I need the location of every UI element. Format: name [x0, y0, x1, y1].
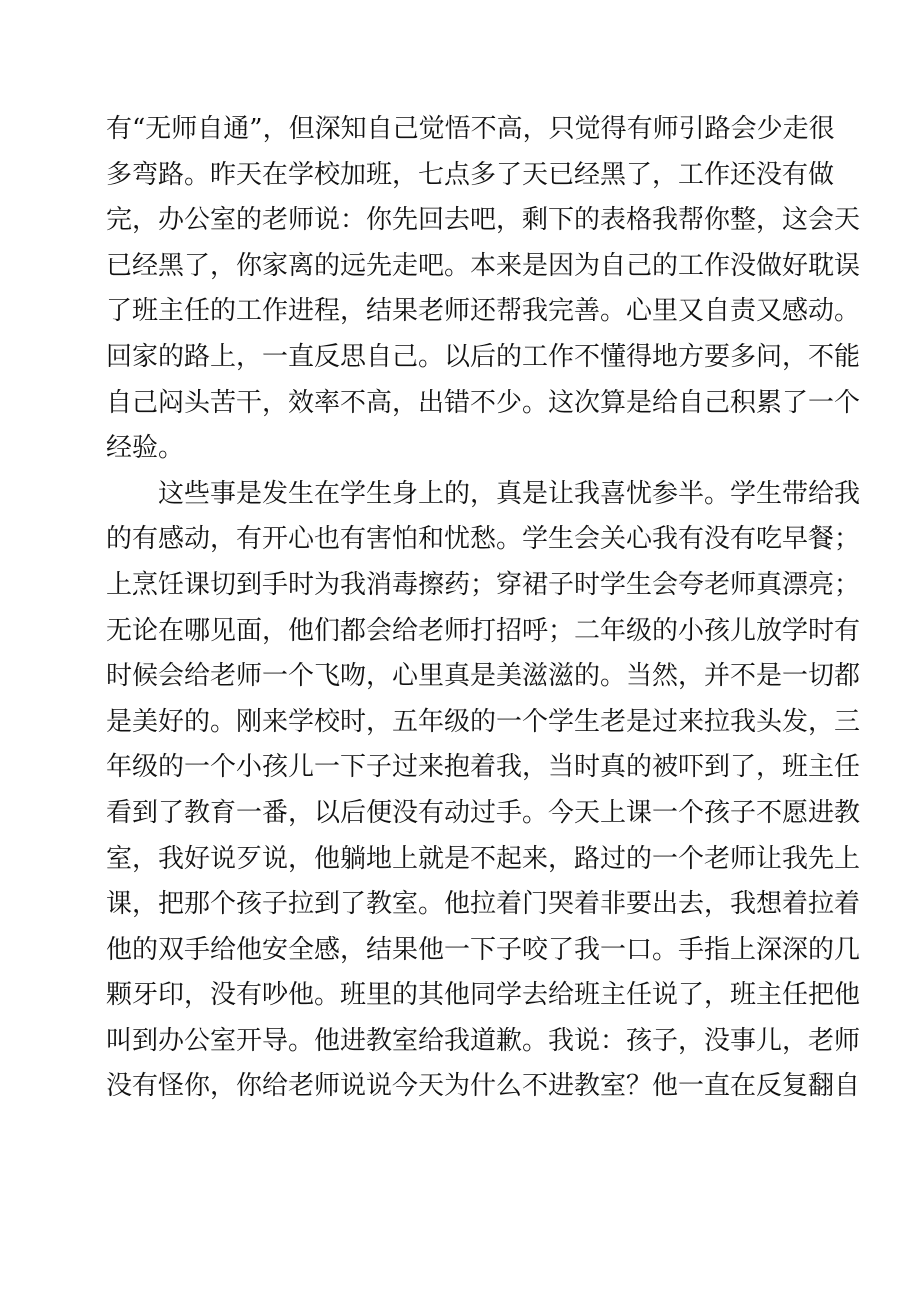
text-line: 无论在哪见面，他们都会给老师打招呼；二年级的小孩儿放学时有	[106, 615, 861, 646]
text-line: 有“无师自通”，但深知自己觉悟不高，只觉得有师引路会少走很	[106, 114, 835, 144]
text-line: 了班主任的工作进程，结果老师还帮我完善。心里又自责又感动。	[106, 296, 861, 327]
text-line: 完，办公室的老师说：你先回去吧，剩下的表格我帮你整，这会天	[106, 205, 861, 236]
text-line: 叫到办公室开导。他进教室给我道歉。我说：孩子，没事儿，老师	[106, 1025, 861, 1056]
text-line: 他的双手给他安全感，结果他一下子咬了我一口。手指上深深的几	[106, 934, 861, 965]
document-body	[106, 107, 861, 1110]
text-line: 看到了教育一番，以后便没有动过手。今天上课一个孩子不愿进教	[106, 797, 861, 828]
text-line: 课，把那个孩子拉到了教室。他拉着门哭着非要出去，我想着拉着	[106, 889, 861, 920]
paragraph-start-line: 这些事是发生在学生身上的，真是让我喜忧参半。学生带给我	[158, 478, 861, 509]
text-line: 多弯路。昨天在学校加班，七点多了天已经黑了，工作还没有做	[106, 159, 835, 190]
text-line: 时候会给老师一个飞吻，心里真是美滋滋的。当然，并不是一切都	[106, 661, 861, 692]
text-line: 的有感动，有开心也有害怕和忧愁。学生会关心我有没有吃早餐；	[106, 524, 861, 555]
text-line: 颗牙印，没有吵他。班里的其他同学去给班主任说了，班主任把他	[106, 980, 861, 1011]
text-line: 自己闷头苦干，效率不高，出错不少。这次算是给自己积累了一个	[106, 387, 861, 418]
text-line: 已经黑了，你家离的远先走吧。本来是因为自己的工作没做好耽误	[106, 250, 861, 281]
text-line: 是美好的。刚来学校时，五年级的一个学生老是过来拉我头发，三	[106, 706, 861, 737]
text-line: 回家的路上，一直反思自己。以后的工作不懂得地方要多问，不能	[106, 341, 861, 372]
text-line: 经验。	[106, 433, 185, 464]
text-line: 没有怪你，你给老师说说今天为什么不进教室？他一直在反复翻自	[106, 1071, 861, 1102]
text-line: 上烹饪课切到手时为我消毒擦药；穿裙子时学生会夸老师真漂亮；	[106, 569, 861, 600]
text-line: 室，我好说歹说，他躺地上就是不起来，路过的一个老师让我先上	[106, 843, 861, 874]
text-line: 年级的一个小孩儿一下子过来抱着我，当时真的被吓到了，班主任	[106, 752, 861, 783]
